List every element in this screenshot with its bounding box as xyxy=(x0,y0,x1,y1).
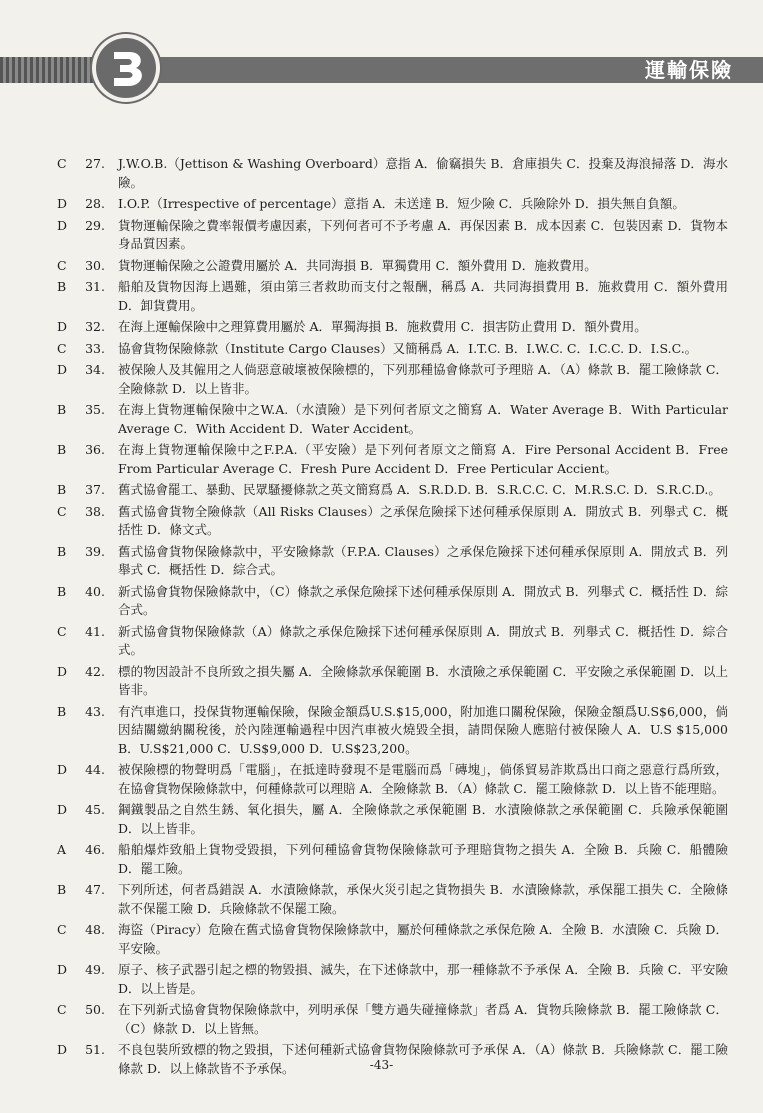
question-text: 舊式協會貨物保險條款中，平安險條款（F.P.A. Clauses）之承保危險採下述何種承保原則 A．開放式 B．列舉式 C．概括性 D．綜合式。 xyxy=(118,543,728,577)
question-list xyxy=(0,155,763,1081)
question-text: 新式協會貨物保險條款（A）條款之承保危險採下述何種承保原則 A．開放式 B．列舉式 C．概括性 D．綜合式。 xyxy=(118,623,728,657)
question-item xyxy=(0,217,763,254)
answer-key: B xyxy=(57,703,67,719)
answer-key: B xyxy=(57,402,67,417)
question-text: 原子、核子武器引起之標的物毀損、滅失，在下述條款中，那一種條款不予承保 A．全險 B．兵險 C．平安險 D．以上皆是。 xyxy=(118,962,728,996)
question-text: 下列所述，何者爲錯誤 A．水漬險條款，承保火災引起之貨物損失 B．水漬險條款，承保罷工損失 C．全險條款不保罷工險 D．兵險條款不保罷工險。 xyxy=(118,882,728,916)
answer-key: B xyxy=(57,583,67,599)
question-item xyxy=(0,841,763,878)
answer-key: C xyxy=(57,257,67,273)
question-number: 50. xyxy=(85,1002,105,1017)
question-item xyxy=(0,441,763,478)
question-text: 舊式協會罷工、暴動、民眾騷擾條款之英文簡寫爲 A．S.R.D.D. B．S.R.C.C. C．M.R.S.C. D．S.R.C.D.。 xyxy=(118,482,721,497)
answer-key: B xyxy=(57,442,67,457)
question-number: 34. xyxy=(85,362,105,377)
header-title: 運輸保險 xyxy=(645,58,733,82)
question-item xyxy=(0,195,763,214)
question-number: 40. xyxy=(85,583,105,599)
question-number: 45. xyxy=(85,802,105,817)
question-number: 31. xyxy=(85,279,105,294)
question-text: 船舶及貨物因海上遇難，須由第三者救助而支付之報酬，稱爲 A．共同海損費用 B．施救費用 C．額外費用 D．卸貨費用。 xyxy=(118,279,728,313)
answer-key: A xyxy=(57,842,67,857)
answer-key: C xyxy=(57,503,67,519)
question-item xyxy=(0,703,763,759)
answer-key: C xyxy=(57,340,67,356)
answer-key: D xyxy=(57,362,68,377)
question-text: 協會貨物保險條款（Institute Cargo Clauses）又簡稱爲 A．I.T.C. B．I.W.C. C．I.C.C. D．I.S.C.。 xyxy=(118,340,698,356)
answer-key: D xyxy=(57,663,68,679)
question-text: J.W.O.B.（Jettison & Washing Overboard）意指 A．偷竊損失 B．倉庫損失 C．投棄及海浪掃落 D．海水險。 xyxy=(118,156,728,190)
question-text: 貨物運輸保險之公證費用屬於 A．共同海損 B．單獨費用 C．額外費用 D．施救費用。 xyxy=(118,257,597,273)
question-text: 被保險人及其僱用之人倘惡意破壞被保險標的，下列那種協會條款可予理賠 A．（A）條款 B．罷工險條款 C．全險條款 D．以上皆非。 xyxy=(118,362,728,396)
question-text: 在海上貨物運輸保險中之W.A.（水漬險）是下列何者原文之簡寫 A．Water Average B．With Particular Average C．With Accident D．Water Accident。 xyxy=(118,402,728,436)
answer-key: C xyxy=(57,922,67,937)
question-text: 新式協會貨物保險條款中，（C）條款之承保危險採下述何種承保原則 A．開放式 B．列舉式 C．概括性 D．綜合式。 xyxy=(118,583,728,617)
question-text: I.O.P.（Irrespective of percentage）意指 A．未送達 B．短少險 C．兵險除外 D．損失無自負額。 xyxy=(118,196,685,211)
question-number: 28. xyxy=(85,196,105,211)
question-number: 51. xyxy=(85,1042,105,1057)
question-number: 46. xyxy=(85,842,105,857)
publisher-logo-icon xyxy=(96,38,156,98)
question-text: 有汽車進口，投保貨物運輸保險，保險金額爲U.S.$15,000，附加進口關稅保險，保險金額爲U.S$6,000，倘因結關繳納關稅後，於內陸運輸過程中因汽車被火燒毀全損，請問保險人應賠付被保險人 A．U.S $15,000 B．U.S$21,000 C．U.S$9,000 D．U.S$23,200。 xyxy=(118,703,728,756)
question-number: 35. xyxy=(85,402,105,417)
question-text: 被保險標的物聲明爲「電腦」，在抵達時發現不是電腦而爲「磚塊」，倘係貿易詐欺爲出口商之惡意行爲所致，在協會貨物保險條款中，何種條款可以理賠 A．全險條款 B．（A）條款 C．罷工險條款 D．以上皆不能理賠。 xyxy=(118,762,728,796)
answer-key: D xyxy=(57,762,68,777)
question-item xyxy=(0,761,763,798)
answer-key: B xyxy=(57,482,67,497)
question-number: 49. xyxy=(85,962,105,977)
question-text: 貨物運輸保險之費率報價考慮因素，下列何者可不予考慮 A．再保因素 B．成本因素 C．包裝因素 D．貨物本身品質因素。 xyxy=(118,217,728,251)
question-item xyxy=(0,881,763,918)
question-number: 36. xyxy=(85,442,105,457)
question-item xyxy=(0,481,763,500)
question-number: 33. xyxy=(85,340,105,356)
answer-key: B xyxy=(57,279,67,294)
question-item xyxy=(0,961,763,998)
question-number: 41. xyxy=(85,623,105,639)
question-item xyxy=(0,663,763,700)
question-text: 標的物因設計不良所致之損失屬 A．全險條款承保範圍 B．水漬險之承保範圍 C．平安險之承保範圍 D．以上皆非。 xyxy=(118,663,728,697)
question-item xyxy=(0,257,763,276)
question-item xyxy=(0,155,763,192)
question-text: 在海上運輸保險中之理算費用屬於 A．單獨海損 B．施救費用 C．損害防止費用 D．額外費用。 xyxy=(118,319,647,334)
question-text: 在下列新式協會貨物保險條款中，列明承保「雙方過失碰撞條款」者爲 A．貨物兵險條款 B．罷工險條款 C．（C）條款 D．以上皆無。 xyxy=(118,1002,728,1036)
answer-key: C xyxy=(57,1002,67,1017)
question-number: 44. xyxy=(85,762,105,777)
question-item xyxy=(0,801,763,838)
question-number: 39. xyxy=(85,543,105,559)
question-item xyxy=(0,921,763,958)
answer-key: D xyxy=(57,802,68,817)
question-text: 在海上貨物運輸保險中之F.P.A.（平安險）是下列何者原文之簡寫 A．Fire Personal Accident B．Free From Particular Average C．Fresh Pure Accident D．Free Perticular Accient。 xyxy=(118,442,728,476)
answer-key: B xyxy=(57,882,67,897)
question-item xyxy=(0,1001,763,1038)
question-number: 48. xyxy=(85,922,105,937)
question-text: 舊式協會貨物全險條款（All Risks Clauses）之承保危險採下述何種承保原則 A．開放式 B．列舉式 C．概括性 D．條文式。 xyxy=(118,503,728,537)
question-item xyxy=(0,361,763,398)
question-number: 47. xyxy=(85,882,105,897)
header-stripe xyxy=(0,57,96,83)
question-text: 船舶爆炸致船上貨物受毀損，下列何種協會貨物保險條款可予理賠貨物之損失 A．全險 B．兵險 C．船體險 D．罷工險。 xyxy=(118,842,728,876)
answer-key: C xyxy=(57,156,67,171)
question-item xyxy=(0,543,763,580)
question-text: 海盜（Piracy）危險在舊式協會貨物保險條款中，屬於何種條款之承保危險 A．全險 B．水漬險 C．兵險 D．平安險。 xyxy=(118,922,728,956)
question-number: 37. xyxy=(85,482,105,497)
answer-key: D xyxy=(57,962,68,977)
question-item xyxy=(0,401,763,438)
question-item xyxy=(0,503,763,540)
question-text: 不良包裝所致標的物之毀損，下述何種新式協會貨物保險條款可予承保 A．（A）條款 B．兵險條款 C．罷工險條款 D．以上條款皆不予承保。 xyxy=(118,1042,728,1076)
question-number: 32. xyxy=(85,319,105,334)
page-number: -43- xyxy=(369,1058,394,1072)
answer-key: D xyxy=(57,196,68,211)
question-item xyxy=(0,340,763,359)
answer-key: D xyxy=(57,217,68,233)
question-text: 鋼鐵製品之自然生銹、氧化損失，屬 A．全險條款之承保範圍 B．水漬險條款之承保範圍 C．兵險承保範圍 D．以上皆非。 xyxy=(118,802,728,836)
question-number: 38. xyxy=(85,503,105,519)
answer-key: D xyxy=(57,319,68,334)
question-item xyxy=(0,318,763,337)
question-number: 29. xyxy=(85,217,105,233)
answer-key: B xyxy=(57,543,67,559)
question-number: 43. xyxy=(85,703,105,719)
question-item xyxy=(0,583,763,620)
question-item xyxy=(0,278,763,315)
answer-key: C xyxy=(57,623,67,639)
question-number: 42. xyxy=(85,663,105,679)
question-number: 30. xyxy=(85,257,105,273)
answer-key: D xyxy=(57,1042,68,1057)
question-item xyxy=(0,623,763,660)
question-number: 27. xyxy=(85,156,105,171)
